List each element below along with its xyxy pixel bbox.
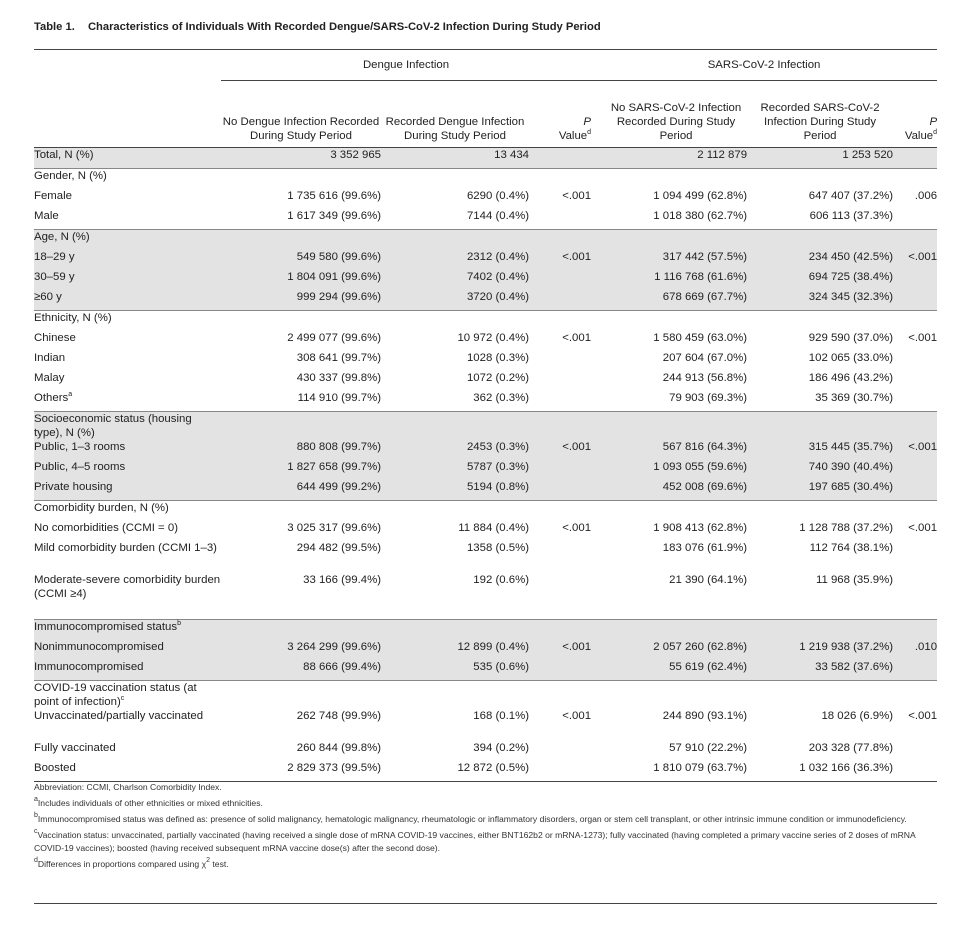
column-header-row [34,81,937,148]
section-row [34,412,937,441]
row-label: 18–29 y [34,250,221,270]
bottom-rule [34,903,937,904]
row-label: Unvaccinated/partially vaccinated [34,710,204,722]
cell-c4 [591,620,747,641]
cell-c2: 1358 (0.5%) [466,542,529,554]
cell-c5 [747,620,893,641]
cell-c4: 1 580 459 (63.0%) [653,332,748,344]
cell-c4: 2 057 260 (62.8%) [591,640,747,660]
cell-c5 [747,169,893,190]
cell-c6 [893,169,937,190]
cell-c1 [221,501,381,522]
cell-c2: 12 872 (0.5%) [381,761,529,782]
cell-c1: 3 264 299 (99.6%) [221,640,381,660]
cell-c4: 244 913 (56.8%) [662,372,748,384]
table-row [34,460,937,480]
cell-c6 [893,761,937,782]
cell-c4: 183 076 (61.9%) [662,542,748,554]
row-label: Private housing [34,480,221,501]
cell-c5 [747,311,893,332]
table-row [34,640,937,660]
cell-c4: 21 390 (64.1%) [669,574,748,586]
cell-c1: 880 808 (99.7%) [221,440,381,460]
cell-c4: 1 018 380 (62.7%) [653,210,748,222]
group-header-row [34,50,937,81]
cell-c4 [591,230,747,251]
row-label: Moderate-severe comorbidity burden (CCMI ≥4) [34,574,221,600]
table-number: Table 1. [34,21,75,33]
cell-c5: 324 345 (32.3%) [747,290,893,311]
cell-c5: 11 968 (35.9%) [815,574,894,586]
table-body [34,148,937,782]
footnote-abbrev: Abbreviation: CCMI, Charlson Comorbidity Index. [34,782,222,792]
cell-c4: 1 116 768 (61.6%) [591,270,747,290]
row-label: Nonimmunocompromised [34,640,221,660]
cell-c2: 1028 (0.3%) [466,352,529,364]
cell-c1: 294 482 (99.5%) [296,542,381,554]
row-label: Others$^a$ [34,391,73,404]
cell-c3 [529,573,591,620]
cell-c3 [529,290,591,311]
cell-c6 [893,148,937,169]
cell-c3 [529,230,591,251]
cell-c3 [529,148,591,169]
cell-c1: 1 827 658 (99.7%) [221,460,381,480]
cell-c2: 7144 (0.4%) [466,210,529,222]
table-row [34,189,937,209]
cell-c4: 55 619 (62.4%) [591,660,747,681]
cell-c1: 644 499 (99.2%) [221,480,381,501]
cell-c2 [381,681,529,710]
cell-c4: 1 810 079 (63.7%) [591,761,747,782]
row-label: 30–59 y [34,270,221,290]
cell-c3 [529,761,591,782]
cell-c3 [529,169,591,190]
table-row [34,521,937,541]
cell-c6 [893,573,937,620]
row-label: Immunocompromised status$^b$ [34,620,221,641]
cell-c1: 2 499 077 (99.6%) [287,332,381,344]
cell-c2: 362 (0.3%) [473,392,529,404]
table-row [34,761,937,782]
row-label: ≥60 y [34,290,221,311]
row-label: Total, N (%) [34,148,221,169]
cell-c2: 11 884 (0.4%) [458,522,529,534]
cell-c3: <.001 [562,710,592,722]
cell-c3: <.001 [562,522,592,534]
cell-c6 [893,681,937,710]
cell-c6 [893,230,937,251]
table-row [34,290,937,311]
cell-c3: <.001 [529,440,591,460]
cell-c2: 6290 (0.4%) [466,190,529,202]
cell-c2 [381,412,529,441]
cell-c6: <.001 [908,522,938,534]
cell-c1 [221,412,381,441]
cell-c1 [221,230,381,251]
group-sars: SARS-CoV-2 Infection [591,50,937,81]
cell-c1: 999 294 (99.6%) [221,290,381,311]
footnote-d: $^d$Differences in proportions compared using $\chi^2$ test. [34,857,229,869]
cell-c5: 647 407 (37.2%) [808,190,894,202]
cell-c2: 192 (0.6%) [473,574,529,586]
cell-c2 [381,311,529,332]
cell-c1: 114 910 (99.7%) [297,392,381,404]
cell-c5 [747,501,893,522]
section-row [34,501,937,522]
cell-c5: 929 590 (37.0%) [808,332,894,344]
cell-c4 [591,501,747,522]
cell-c6 [893,741,937,761]
cell-c5: 33 582 (37.6%) [747,660,893,681]
cell-c6 [893,620,937,641]
cell-c5: 35 369 (30.7%) [815,392,894,404]
table-row [34,573,937,620]
table-row [34,209,937,230]
section-row [34,681,937,710]
cell-c5: 197 685 (30.4%) [747,480,893,501]
row-label: COVID-19 vaccination status (at point of infection)$^c$ [34,681,221,710]
cell-c5 [747,230,893,251]
row-label: Age, N (%) [34,230,221,251]
cell-c1 [221,620,381,641]
table-row [34,351,937,371]
row-label: Fully vaccinated [34,742,116,754]
cell-c3: <.001 [562,190,592,202]
cell-c4: 57 910 (22.2%) [669,742,748,754]
cell-c3 [529,351,591,371]
cell-c5: 1 253 520 [747,148,893,169]
cell-c2: 3720 (0.4%) [381,290,529,311]
cell-c1: 260 844 (99.8%) [296,742,381,754]
cell-c1 [221,311,381,332]
cell-c2: 535 (0.6%) [381,660,529,681]
cell-c3 [529,660,591,681]
cell-c5 [747,412,893,441]
cell-c6 [893,412,937,441]
row-label: No comorbidities (CCMI = 0) [34,522,179,534]
col-no-sars: No SARS-CoV-2 Infection Recorded During Study Period [591,81,747,148]
cell-c6 [893,311,937,332]
cell-c3 [529,412,591,441]
col-sars-pvalue: P Value$^d$ [893,81,937,148]
footnote-c: $^c$Vaccination status: unvaccinated, partially vaccinated (having received a single dose of mRNA COVID-19 vaccines, either BNT162b2 or mRNA-1273); fully vaccinated (having completed a primary vaccine series of 2 doses of mRNA COVID-19 vaccines); boosted (having received subsequent mRNA vaccine dose(s) after the second dose). [34,828,916,853]
cell-c3 [529,620,591,641]
table-row [34,709,937,741]
row-label: Gender, N (%) [34,169,221,190]
cell-c3 [529,371,591,391]
section-row [34,169,937,190]
section-row [34,230,937,251]
cell-c4: 2 112 879 [591,148,747,169]
cell-c4 [591,311,747,332]
footnote-b: $^b$Immunocompromised status was defined as: presence of solid malignancy, hematologic malignancy, rheumatologic or inflammatory disorders, organ or stem cell transplant, or other intrinsic immune condition or immunodeficiency. [34,812,907,824]
cell-c3 [529,391,591,412]
cell-c4: 452 008 (69.6%) [591,480,747,501]
cell-c2: 12 899 (0.4%) [381,640,529,660]
cell-c5: 694 725 (38.4%) [747,270,893,290]
cell-c6: <.001 [908,710,938,722]
cell-c1: 3 025 317 (99.6%) [287,522,381,534]
cell-c2: 5787 (0.3%) [381,460,529,480]
cell-c3: <.001 [529,250,591,270]
cell-c1: 88 666 (99.4%) [221,660,381,681]
cell-c4: 567 816 (64.3%) [591,440,747,460]
cell-c4 [591,412,747,441]
cell-c4 [591,681,747,710]
cell-c5: 606 113 (37.3%) [809,210,894,222]
table-row [34,331,937,351]
cell-c3 [529,209,591,230]
cell-c6 [893,290,937,311]
cell-c6 [893,480,937,501]
cell-c3 [529,270,591,290]
cell-c1: 33 166 (99.4%) [303,574,381,586]
row-label: Socioeconomic status (housing type), N (%) [34,412,221,441]
cell-c2 [381,169,529,190]
cell-c2: 13 434 [381,148,529,169]
cell-c3 [529,501,591,522]
cell-c6: .010 [893,640,937,660]
row-label: Female [34,190,72,202]
cell-c6 [893,371,937,391]
footnote-a: $^a$Includes individuals of other ethnicities or mixed ethnicities. [34,796,263,808]
cell-c4: 1 908 413 (62.8%) [653,522,748,534]
cell-c2: 394 (0.2%) [473,742,529,754]
section-row [34,311,937,332]
cell-c6 [893,460,937,480]
cell-c6 [893,209,937,230]
cell-c2: 7402 (0.4%) [381,270,529,290]
cell-c4: 207 604 (67.0%) [662,352,748,364]
cell-c1: 2 829 373 (99.5%) [221,761,381,782]
characteristics-table [34,49,937,782]
cell-c6: .006 [914,190,938,202]
cell-c6: <.001 [893,440,937,460]
cell-c5: 18 026 (6.9%) [821,710,894,722]
cell-c1: 1 804 091 (99.6%) [221,270,381,290]
row-label: Male [34,210,59,222]
table-row [34,480,937,501]
row-label: Malay [34,372,65,384]
cell-c5: 203 328 (77.8%) [808,742,894,754]
cell-c1 [221,169,381,190]
cell-c6 [893,351,937,371]
cell-c5: 234 450 (42.5%) [747,250,893,270]
row-label: Mild comorbidity burden (CCMI 1–3) [34,542,217,554]
cell-c2: 1072 (0.2%) [466,372,529,384]
cell-c5 [747,681,893,710]
cell-c3: <.001 [562,332,592,344]
cell-c4: 317 442 (57.5%) [591,250,747,270]
cell-c3 [529,311,591,332]
table-row [34,660,937,681]
cell-c6 [893,660,937,681]
cell-c1: 3 352 965 [221,148,381,169]
col-no-dengue: No Dengue Infection Recorded During Study Period [221,81,381,148]
cell-c4: 1 094 499 (62.8%) [653,190,748,202]
table-row [34,371,937,391]
cell-c6 [893,501,937,522]
cell-c1: 430 337 (99.8%) [296,372,381,384]
cell-c2 [381,620,529,641]
cell-c4: 1 093 055 (59.6%) [591,460,747,480]
cell-c6: <.001 [893,250,937,270]
group-dengue: Dengue Infection [221,50,591,81]
cell-c6: <.001 [908,332,938,344]
cell-c3 [529,681,591,710]
cell-c6 [893,270,937,290]
cell-c2: 10 972 (0.4%) [457,332,529,344]
cell-c2: 2312 (0.4%) [381,250,529,270]
cell-c5: 1 032 166 (36.3%) [747,761,893,782]
cell-c5: 112 764 (38.1%) [809,542,894,554]
cell-c1: 549 580 (99.6%) [221,250,381,270]
table-row [34,741,937,761]
cell-c1: 308 641 (99.7%) [296,352,381,364]
table-row [34,440,937,460]
cell-c2: 5194 (0.8%) [381,480,529,501]
col-dengue-pvalue: P Value$^d$ [529,81,591,148]
cell-c1: 262 748 (99.9%) [296,710,381,722]
col-dengue: Recorded Dengue Infection During Study Period [381,81,529,148]
row-label: Chinese [34,332,76,344]
row-label: Ethnicity, N (%) [34,311,221,332]
cell-c3: <.001 [529,640,591,660]
table-title [34,21,601,33]
table-row [34,270,937,290]
cell-c5: 186 496 (43.2%) [808,372,894,384]
cell-c4 [591,169,747,190]
cell-c2 [381,501,529,522]
cell-c2: 2453 (0.3%) [381,440,529,460]
cell-c2 [381,230,529,251]
table-row [34,391,937,412]
section-row [34,620,937,641]
cell-c3 [529,480,591,501]
cell-c5: 1 219 938 (37.2%) [747,640,893,660]
cell-c2: 168 (0.1%) [473,710,529,722]
row-label: Indian [34,352,66,364]
cell-c5: 1 128 788 (37.2%) [799,522,894,534]
cell-c4: 244 890 (93.1%) [662,710,748,722]
table-caption: Characteristics of Individuals With Recorded Dengue/SARS-CoV-2 Infection During Study Period [87,21,601,33]
table-row [34,541,937,573]
row-label: Public, 4–5 rooms [34,460,221,480]
cell-c5: 102 065 (33.0%) [808,352,894,364]
cell-c5: 740 390 (40.4%) [747,460,893,480]
table-row [34,250,937,270]
total-row [34,148,937,169]
cell-c3 [529,541,591,573]
cell-c4: 678 669 (67.7%) [591,290,747,311]
cell-c1 [221,681,381,710]
table-footnotes [34,781,939,874]
cell-c3 [529,460,591,480]
row-label: Comorbidity burden, N (%) [34,501,221,522]
row-label: Boosted [34,761,221,782]
row-label: Public, 1–3 rooms [34,440,221,460]
cell-c1: 1 735 616 (99.6%) [287,190,381,202]
row-label: Immunocompromised [34,660,221,681]
col-sars: Recorded SARS-CoV-2 Infection During Study Period [747,81,893,148]
cell-c5: 315 445 (35.7%) [747,440,893,460]
cell-c6 [893,391,937,412]
cell-c4: 79 903 (69.3%) [669,392,748,404]
cell-c6 [893,541,937,573]
cell-c1: 1 617 349 (99.6%) [287,210,381,222]
cell-c3 [529,741,591,761]
